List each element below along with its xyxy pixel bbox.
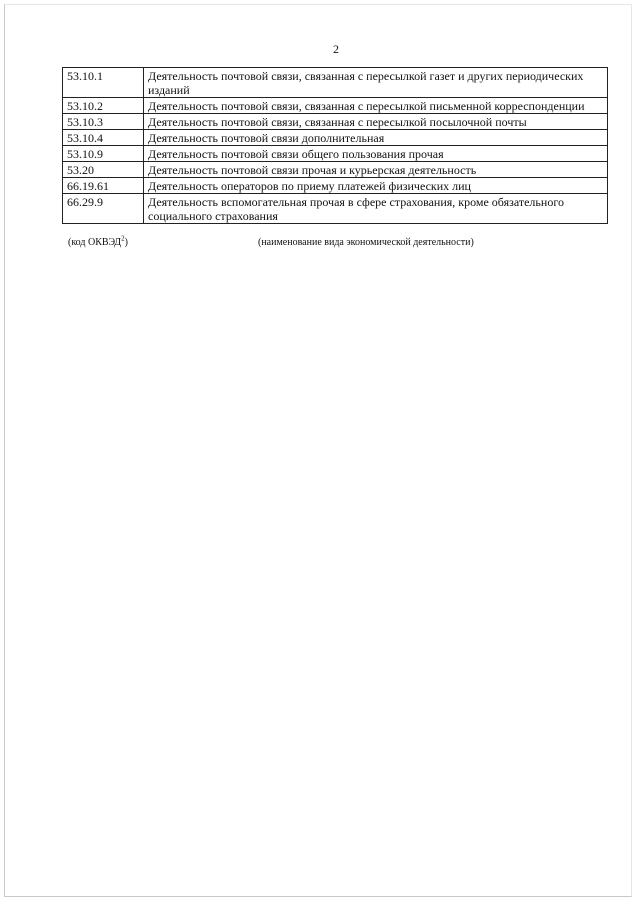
okved-code: 53.10.2	[63, 98, 144, 114]
footnote-marker: 2	[121, 234, 125, 243]
table-row	[63, 130, 608, 146]
activity-description: Деятельность почтовой связи общего пользования прочая	[144, 146, 608, 162]
activity-description: Деятельность почтовой связи дополнительная	[144, 130, 608, 146]
okved-code: 53.10.9	[63, 146, 144, 162]
table-footer-labels	[62, 234, 608, 251]
table-row	[63, 162, 608, 178]
activity-description: Деятельность операторов по приему платежей физических лиц	[144, 178, 608, 194]
table-row	[63, 178, 608, 194]
table-row	[63, 194, 608, 224]
activity-name-caption: (наименование вида экономической деятельности)	[258, 237, 474, 248]
okved-code-caption-text: (код ОКВЭД	[68, 237, 122, 248]
page-number: 2	[333, 42, 339, 56]
okved-code: 53.20	[63, 162, 144, 178]
okved-code: 66.19.61	[63, 178, 144, 194]
okved-code: 53.10.4	[63, 130, 144, 146]
okved-code: 53.10.3	[63, 114, 144, 130]
okved-code: 66.29.9	[63, 194, 144, 224]
okved-code: 53.10.1	[63, 68, 144, 98]
table-row	[63, 68, 608, 98]
okved-code-caption	[68, 234, 128, 248]
activity-description: Деятельность почтовой связи, связанная с пересылкой письменной корреспонденции	[144, 98, 608, 114]
table-row	[63, 114, 608, 130]
okved-code-caption-close: )	[124, 237, 128, 248]
activity-description: Деятельность почтовой связи, связанная с пересылкой газет и других периодических изданий	[144, 68, 608, 98]
okved-table	[62, 67, 608, 224]
activity-description: Деятельность вспомогательная прочая в сфере страхования, кроме обязательного социального страхования	[144, 194, 608, 224]
activity-description: Деятельность почтовой связи, связанная с пересылкой посылочной почты	[144, 114, 608, 130]
table-row	[63, 98, 608, 114]
table-row	[63, 146, 608, 162]
activity-description: Деятельность почтовой связи прочая и курьерская деятельность	[144, 162, 608, 178]
